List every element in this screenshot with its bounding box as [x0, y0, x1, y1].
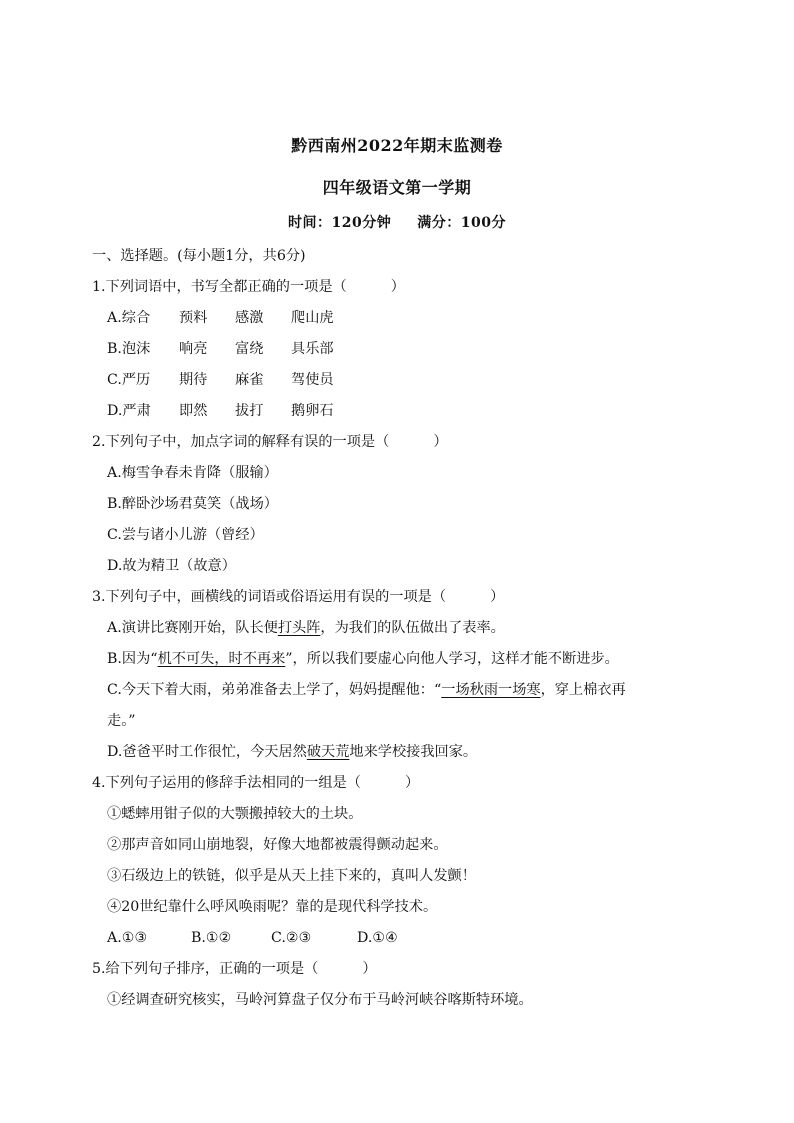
- question-3-stem: 3.下列句子中，画横线的词语或俗语运用有误的一项是（ ）: [92, 589, 505, 605]
- q4-choices: [92, 923, 712, 954]
- exam-time: 时间：120分钟: [288, 215, 392, 231]
- q4-item-2: ②那声音如同山崩地裂，好像大地都被震得颤动起来。: [107, 837, 448, 853]
- q2-option-c: C.尝与诸小儿游（曾经）: [107, 527, 264, 543]
- q3-option-c: C.今天下着大雨，弟弟准备去上学了，妈妈提醒他：“一场秋雨一场寒，穿上棉衣再: [107, 682, 626, 698]
- q3-option-a: A.演讲比赛刚开始，队长便打头阵，为我们的队伍做出了表率。: [107, 620, 505, 636]
- question-1-stem: 1.下列词语中，书写全都正确的一项是（ ）: [92, 279, 405, 295]
- q1-option-b: B.泡沫 响亮 富绕 具乐部: [107, 341, 334, 357]
- question-4-stem: 4.下列句子运用的修辞手法相同的一组是（ ）: [92, 775, 420, 791]
- exam-content: [92, 241, 712, 1016]
- q3-option-b: B.因为“机不可失，时不再来”，所以我们要虚心向他人学习，这样才能不断进步。: [107, 651, 619, 667]
- q4-choice-b: B.①②: [191, 930, 232, 946]
- q2-option-b: B.醉卧沙场君莫笑（战场）: [107, 496, 278, 512]
- q4-item-3: ③石级边上的铁链，似乎是从天上挂下来的，真叫人发颤！: [107, 868, 476, 884]
- q1-option-d: D.严肃 即然 拔打 鹅卵石: [107, 403, 334, 419]
- q1-option-c: C.严历 期待 麻雀 驾使员: [107, 372, 334, 388]
- q2-option-a: A.梅雪争春未肯降（服输）: [107, 465, 278, 481]
- q2-option-d: D.故为精卫（故意）: [107, 558, 236, 574]
- q4-item-4: ④20世纪靠什么呼风唤雨呢？靠的是现代科学技术。: [107, 899, 438, 915]
- q3-option-d: D.爸爸平时工作很忙，今天居然破天荒地来学校接我回家。: [107, 744, 478, 760]
- q4-choice-d: D.①④: [357, 930, 398, 946]
- q1-option-a: A.综合 预料 感激 爬山虎: [107, 310, 334, 326]
- section-heading: 一、选择题。(每小题1分，共6分): [92, 248, 306, 264]
- question-2-stem: 2.下列句子中，加点字词的解释有误的一项是（ ）: [92, 434, 448, 450]
- exam-title: 黔西南州2022年期末监测卷: [291, 136, 503, 155]
- q3-option-c-continued: 走。”: [107, 713, 136, 729]
- q4-item-1: ①蟋蟀用钳子似的大颚搬掉较大的土块。: [107, 806, 363, 822]
- question-5-stem: 5.给下列句子排序，正确的一项是（ ）: [92, 961, 377, 977]
- exam-subtitle: 四年级语文第一学期: [322, 178, 472, 197]
- q5-item-1: ①经调查研究核实，马岭河算盘子仅分布于马岭河峡谷喀斯特环境。: [107, 992, 533, 1008]
- q4-choice-a: A.①③: [107, 930, 148, 946]
- q4-choice-c: C.②③: [271, 930, 312, 946]
- exam-score: 满分：100分: [417, 215, 506, 231]
- exam-info: [0, 212, 794, 232]
